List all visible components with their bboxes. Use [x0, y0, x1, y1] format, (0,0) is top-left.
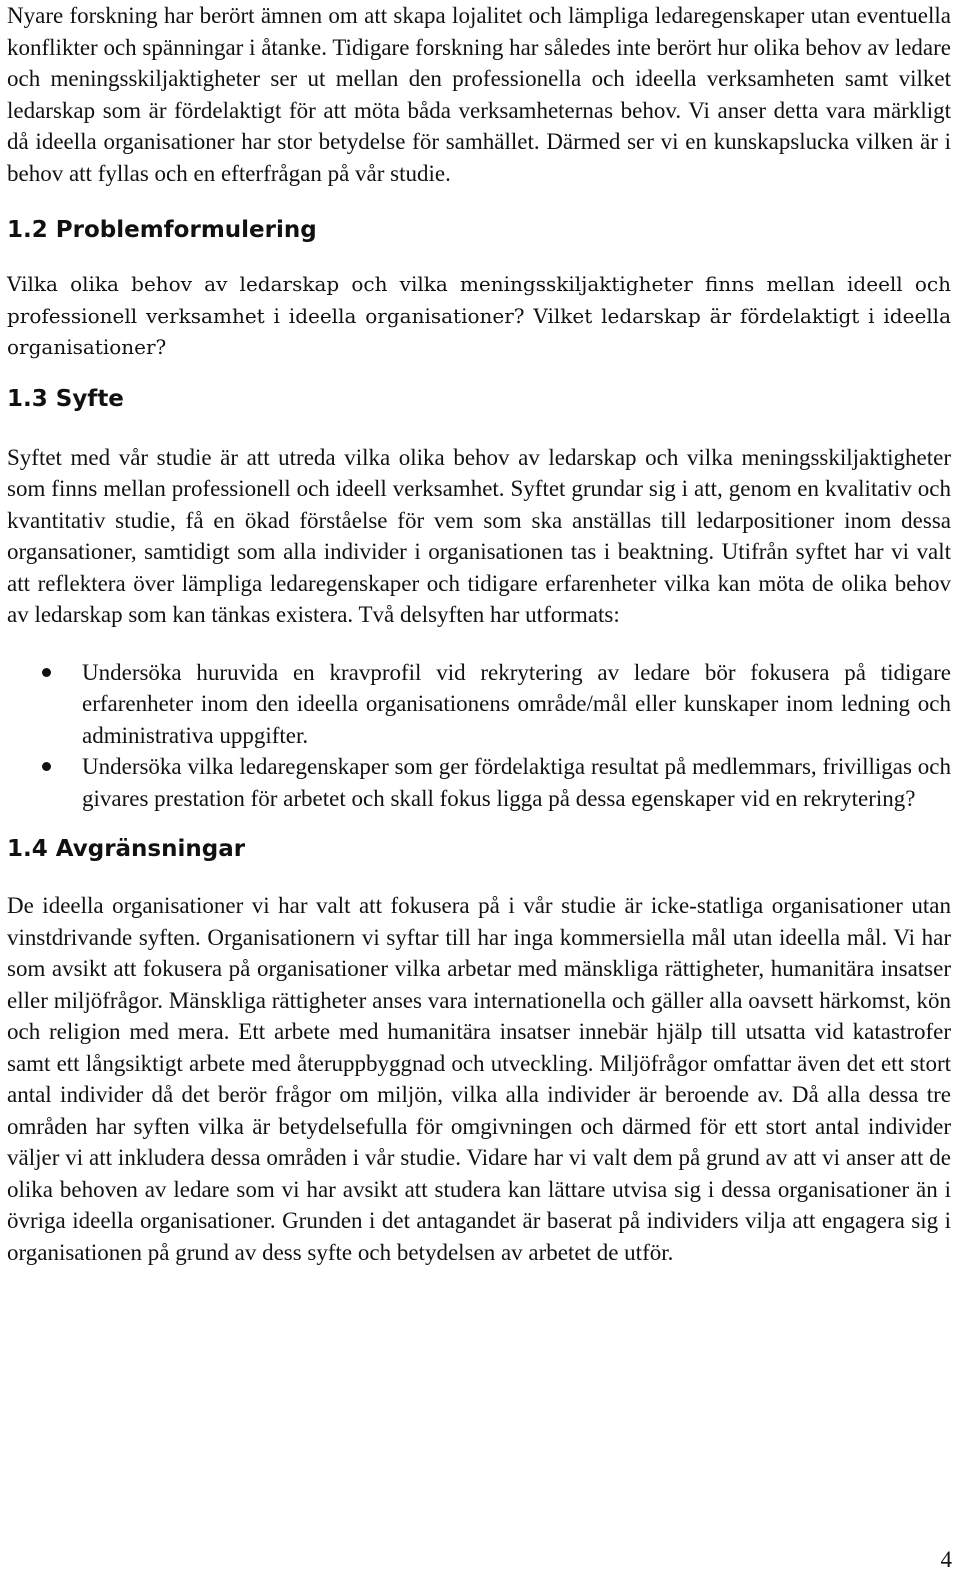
avgransningar-paragraph: De ideella organisationer vi har valt att fokusera på i vår studie är icke-statliga organisationer utan vinstdrivande syften. Organisationern vi syftar till har inga kommersiella mål utan ideella mål. Vi har som avsikt att fokusera på organisationer vilka arbetar med mänskliga rättigheter, humanitära insatser eller miljöfrågor. Mänskliga rättigheter anses vara internationella och gäller alla oavsett härkomst, kön och religion med mera. Ett arbete med humanitära insatser innebär hjälp till utsatta vid katastrofer samt ett långsiktigt arbete med återuppbyggnad och utveckling. Miljöfrågor omfattar även det ett stort antal individer då det berör frågor om miljön, vilka alla individer är beroende av. Då alla dessa tre områden har syften vilka är betydelsefulla för omgivningen och därmed för ett stort antal individer väljer vi att inkludera dessa områden i vår studie. Vidare har vi valt dem på grund av att vi anser att de olika behoven av ledare som vi har avsikt att studera kan lättare utvisa sig i dessa organisationer än i övriga ideella organisationer. Grunden i det antagandet är baserat på individers vilja att engagera sig i organisationen på grund av dess syfte och betydelsen av arbetet de utför.: [7, 893, 951, 1265]
heading-problemformulering: 1.2 Problemformulering: [7, 217, 317, 243]
heading-syfte: 1.3 Syfte: [7, 385, 124, 412]
syfte-paragraph: Syftet med vår studie är att utreda vilka olika behov av ledarskap och vilka meningsskiljaktigheter som finns mellan professionell och ideell verksamhet. Syftet grundar sig i att, genom en kvalitativ och kvantitativ studie, få en ökad förståelse för vem som ska anställas till ledarpositioner inom dessa organsationer, samtidigt som alla individer i organisationen tas i beaktning. Utifrån syftet har vi valt att reflektera över lämpliga ledaregenskaper och tidigare erfarenheter vilka kan möta de olika behov av ledarskap som kan tänkas existera. Två delsyften har utformats:: [7, 444, 951, 627]
intro-paragraph: Nyare forskning har berört ämnen om att skapa lojalitet och lämpliga ledaregenskaper utan eventuella konflikter och spänningar i åtanke. Tidigare forskning har således inte berört hur olika behov av ledare och meningsskiljaktigheter ser ut mellan den professionella och ideella verksamheten samt vilket ledarskap som är fördelaktigt för att möta båda verksamheternas behov. Vi anser detta vara märkligt då ideella organisationer har stor betydelse för samhället. Därmed ser vi en kunskapslucka vilken är i behov att fyllas och en efterfrågan på vår studie.: [7, 3, 951, 186]
list-item-text: Undersöka vilka ledaregenskaper som ger fördelaktiga resultat på medlemmars, frivilligas och givares prestation för arbetet och skall fokus ligga på dessa egenskaper vid en rekrytering?: [82, 754, 951, 811]
list-item: [7, 751, 951, 814]
bullet-icon: [42, 668, 51, 677]
delsyften-list: [7, 657, 951, 815]
heading-avgransningar: 1.4 Avgränsningar: [7, 836, 246, 862]
document-page: [7, 0, 951, 1268]
list-item-text: Undersöka huruvida en kravprofil vid rekrytering av ledare bör fokusera på tidigare erfarenheter inom den ideella organisationens område/mål eller kunskaper inom ledning och administrativa uppgifter.: [82, 659, 951, 748]
page-number: 4: [940, 1547, 952, 1572]
bullet-icon: [42, 762, 51, 771]
list-item: [7, 657, 951, 752]
problemformulering-paragraph: Vilka olika behov av ledarskap och vilka meningsskiljaktigheter finns mellan ideell och professionell verksamhet i ideella organisationer? Vilket ledarskap är fördelaktigt i ideella organisationer?: [7, 272, 951, 359]
